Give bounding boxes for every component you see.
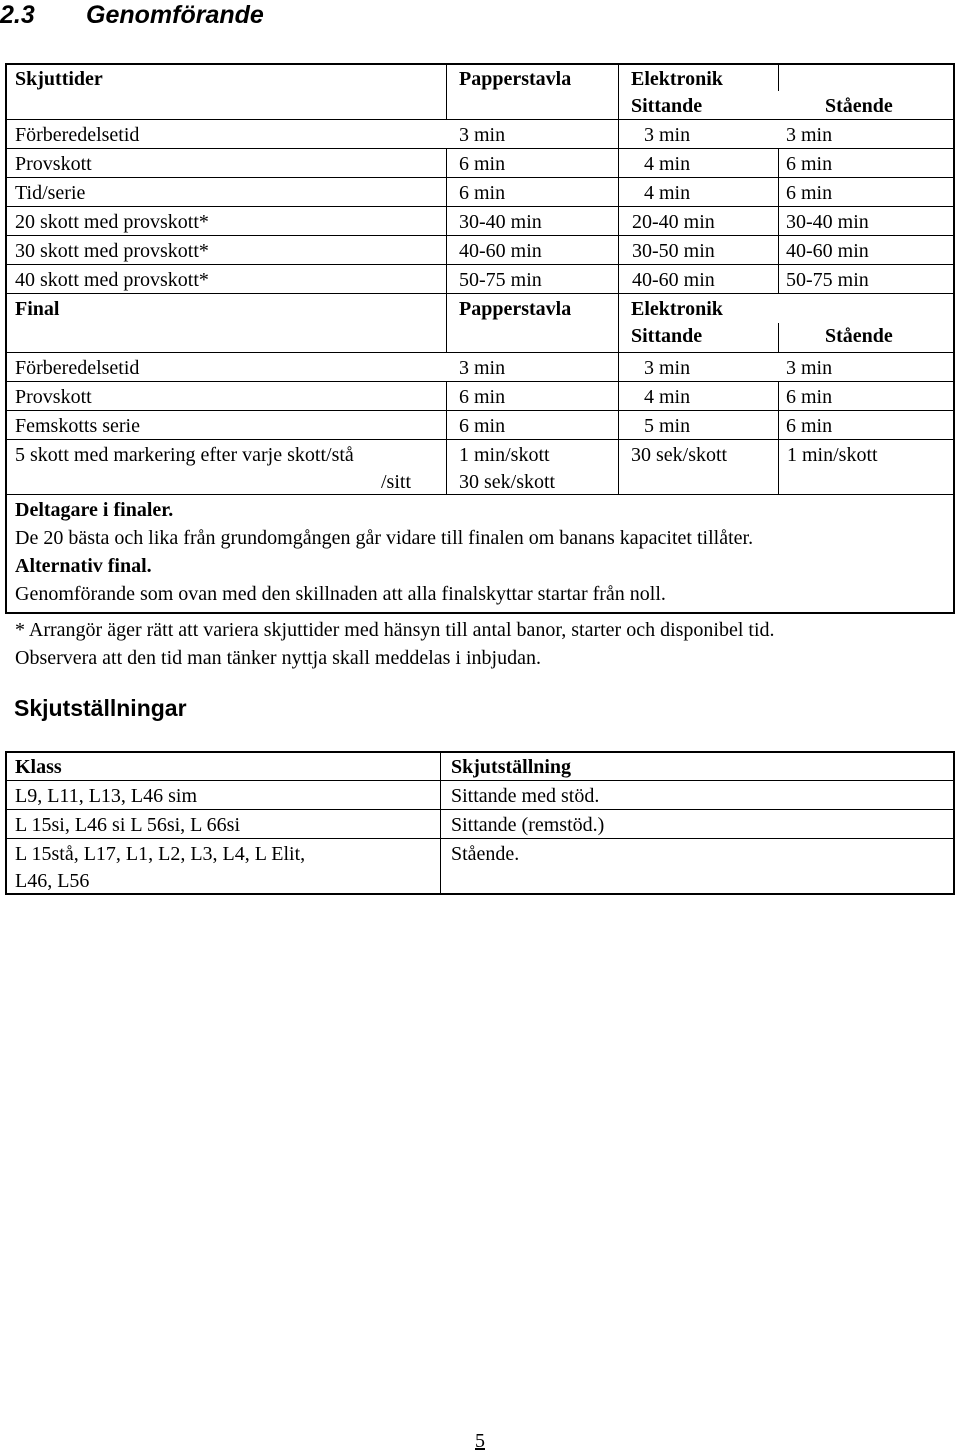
row-divider (7, 494, 953, 495)
cell-paper: 6 min (459, 153, 506, 175)
shooting-times-table (5, 63, 955, 614)
cell-paper: 6 min (459, 386, 506, 408)
positions-heading: Skjutställningar (14, 695, 187, 721)
row-label: Förberedelsetid (15, 357, 140, 379)
cell-standing: 6 min (786, 415, 833, 437)
header-sittande: Sittande (631, 95, 703, 117)
col-divider (778, 323, 779, 353)
row-divider (7, 177, 953, 178)
cell-paper: 6 min (459, 415, 506, 437)
page-number: 5 (475, 1430, 485, 1452)
cell-standing: 3 min (786, 124, 833, 146)
cell-sitting: 3 min (644, 124, 691, 146)
col-divider (446, 381, 447, 494)
alt-final-text: Genomförande som ovan med den skillnaden att alla finalskyttar startar från noll. (15, 583, 666, 605)
section-title: Genomförande (86, 1, 264, 29)
col-divider (440, 753, 441, 893)
section-heading (0, 0, 264, 30)
cell-standing: 3 min (786, 357, 833, 379)
cell-sitting: 30 sek/skott (631, 444, 728, 466)
row-label: Förberedelsetid (15, 124, 140, 146)
row-label-continued: /sitt (381, 471, 412, 493)
cell-sitting: 40-60 min (632, 269, 715, 291)
final-header-elektronik: Elektronik (631, 298, 723, 320)
cell-paper: 3 min (459, 124, 506, 146)
cell-sitting: 30-50 min (632, 240, 715, 262)
row-divider (7, 352, 953, 353)
cell-standing: 1 min/skott (787, 444, 878, 466)
cell-paper: 50-75 min (459, 269, 542, 291)
cell-class: L 15stå, L17, L1, L2, L3, L4, L Elit, (15, 843, 306, 865)
cell-sitting: 4 min (644, 153, 691, 175)
row-label: Provskott (15, 386, 92, 408)
col-divider (778, 65, 779, 91)
row-divider (7, 119, 953, 120)
header-skjutstallning: Skjutställning (451, 756, 572, 778)
row-divider (7, 780, 953, 781)
cell-paper: 1 min/skott (459, 444, 550, 466)
col-divider (618, 65, 619, 494)
cell-standing: 40-60 min (786, 240, 869, 262)
cell-class: L 15si, L46 si L 56si, L 66si (15, 814, 240, 836)
row-label: Provskott (15, 153, 92, 175)
row-divider (7, 410, 953, 411)
cell-paper-continued: 30 sek/skott (459, 471, 556, 493)
final-header-sittande: Sittande (631, 325, 703, 347)
section-number: 2.3 (0, 1, 35, 29)
col-divider (446, 65, 447, 120)
cell-class: L9, L11, L13, L46 sim (15, 785, 198, 807)
cell-paper: 40-60 min (459, 240, 542, 262)
cell-class-continued: L46, L56 (15, 870, 90, 892)
cell-sitting: 4 min (644, 386, 691, 408)
row-divider (7, 439, 953, 440)
row-divider (7, 206, 953, 207)
final-header-papperstavla: Papperstavla (459, 298, 572, 320)
header-klass: Klass (15, 756, 62, 778)
row-label: 5 skott med markering efter varje skott/stå (15, 444, 354, 466)
row-divider (7, 235, 953, 236)
cell-standing: 50-75 min (786, 269, 869, 291)
col-divider (778, 381, 779, 494)
cell-sitting: 3 min (644, 357, 691, 379)
positions-table (5, 751, 955, 895)
final-header-staende: Stående (825, 325, 893, 347)
cell-standing: 6 min (786, 182, 833, 204)
header-papperstavla: Papperstavla (459, 68, 572, 90)
row-divider (7, 264, 953, 265)
cell-standing: 30-40 min (786, 211, 869, 233)
row-label: Femskotts serie (15, 415, 140, 437)
row-divider (7, 293, 953, 294)
cell-position: Stående. (451, 843, 520, 865)
cell-standing: 6 min (786, 153, 833, 175)
finals-note-text: De 20 bästa och lika från grundomgången går vidare till finalen om banans kapacitet tillåter. (15, 527, 754, 549)
cell-sitting: 20-40 min (632, 211, 715, 233)
finals-note-title: Deltagare i finaler. (15, 499, 174, 521)
cell-paper: 30-40 min (459, 211, 542, 233)
row-divider (7, 838, 953, 839)
alt-final-title: Alternativ final. (15, 555, 152, 577)
cell-position: Sittande (remstöd.) (451, 814, 605, 836)
row-label: 20 skott med provskott* (15, 211, 209, 233)
cell-sitting: 4 min (644, 182, 691, 204)
header-staende: Stående (825, 95, 893, 117)
col-divider (778, 148, 779, 294)
cell-paper: 3 min (459, 357, 506, 379)
footnote-line-1: * Arrangör äger rätt att variera skjuttider med hänsyn till antal banor, starter och disponibel tid. (15, 619, 775, 641)
header-final: Final (15, 298, 60, 320)
row-label: 40 skott med provskott* (15, 269, 209, 291)
header-skjuttider: Skjuttider (15, 68, 103, 90)
row-divider (7, 381, 953, 382)
cell-standing: 6 min (786, 386, 833, 408)
row-divider (7, 809, 953, 810)
row-label: 30 skott med provskott* (15, 240, 209, 262)
col-divider (446, 148, 447, 353)
row-divider (7, 148, 953, 149)
footnote-line-2: Observera att den tid man tänker nyttja skall meddelas i inbjudan. (15, 647, 541, 669)
header-elektronik: Elektronik (631, 68, 723, 90)
row-label: Tid/serie (15, 182, 86, 204)
cell-position: Sittande med stöd. (451, 785, 600, 807)
cell-sitting: 5 min (644, 415, 691, 437)
cell-paper: 6 min (459, 182, 506, 204)
